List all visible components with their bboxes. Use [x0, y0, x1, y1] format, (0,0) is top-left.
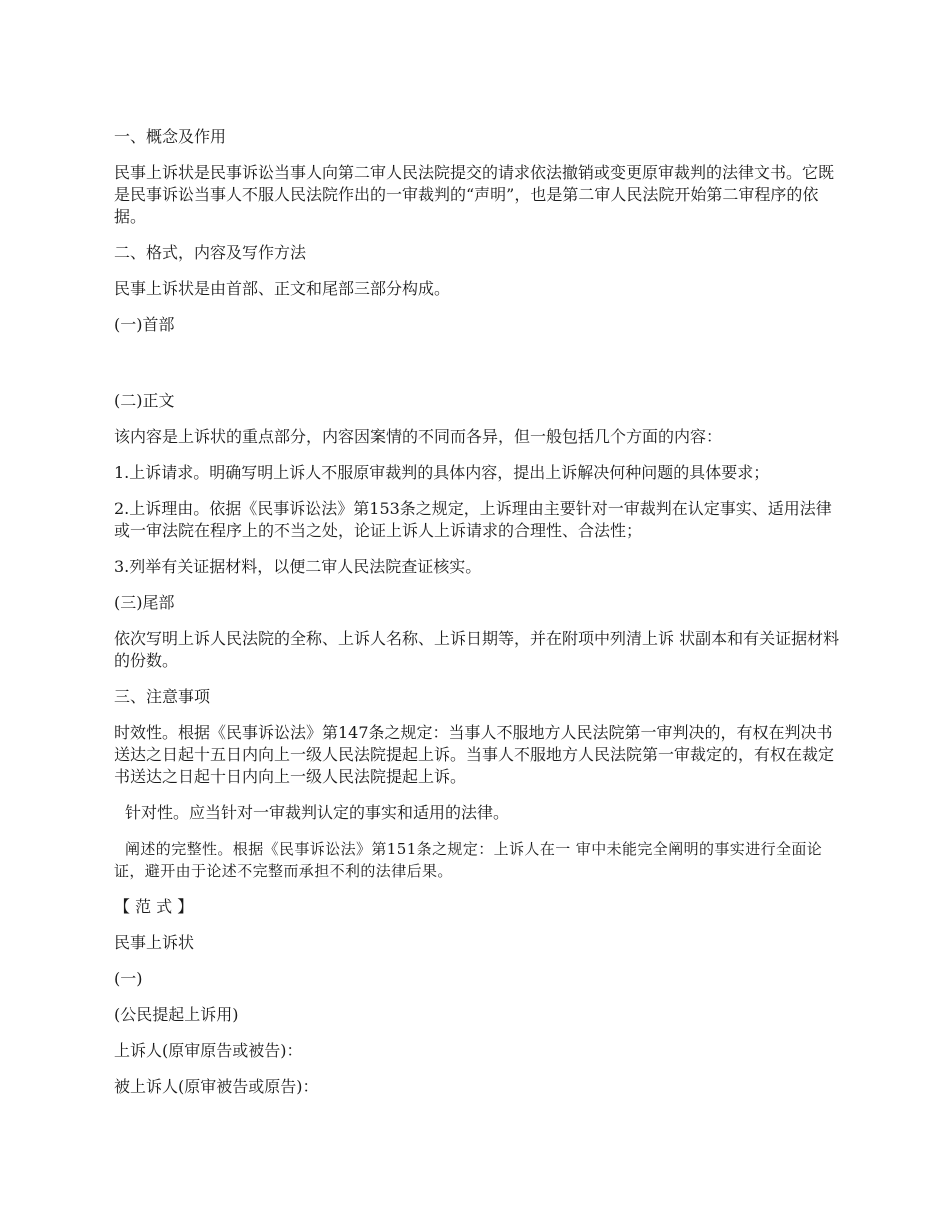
subheading-tail-part: (三)尾部 — [114, 593, 175, 612]
subheading-header-part: (一)首部 — [114, 315, 175, 334]
list-item-appeal-request: 1.上诉请求。明确写明上诉人不服原审裁判的具体内容，提出上诉解决何种问题的具体要求； — [114, 463, 770, 482]
section-heading-3: 三、注意事项 — [114, 687, 211, 706]
subheading-body-part: (二)正文 — [114, 391, 175, 410]
paragraph-structure: 民事上诉状是由首部、正文和尾部三部分构成。 — [114, 279, 451, 298]
template-title: 民事上诉状 — [114, 933, 195, 952]
spacer — [114, 350, 844, 390]
list-item-evidence: 3.列举有关证据材料，以便二审人民法院查证核实。 — [114, 557, 482, 576]
paragraph-timeliness: 时效性。根据《民事诉讼法》第147条之规定：当事人不服地方人民法院第一审判决的，有权在判决书送达之日起十五日内向上一级人民法院提起上诉。当事人不服地方人民法院第一审裁定的，有权在裁定书送达之日起十日内向上一级人民法院提起上诉。 — [114, 723, 835, 786]
template-appellant: 上诉人(原审原告或被告)： — [114, 1041, 303, 1060]
template-subtitle: (公民提起上诉用) — [114, 1005, 239, 1024]
paragraph-tail: 依次写明上诉人民法院的全称、上诉人名称、上诉日期等，并在附项中列清上诉 状副本和有关证据材料的份数。 — [114, 629, 840, 670]
paragraph-definition: 民事上诉状是民事诉讼当事人向第二审人民法院提交的请求依法撤销或变更原审裁判的法律文书。它既是民事诉讼当事人不服人民法院作出的一审裁判的“声明”，也是第二审人民法院开始第二审程序的依据。 — [114, 163, 835, 226]
template-appellee: 被上诉人(原审被告或原告)： — [114, 1077, 319, 1096]
paragraph-completeness: 阐述的完整性。根据《民事诉讼法》第151条之规定：上诉人在一 审中未能完全阐明的事实进行全面论证，避开由于论述不完整而承担不利的法律后果。 — [114, 840, 823, 880]
paragraph-body-intro: 该内容是上诉状的重点部分，内容因案情的不同而各异，但一般包括几个方面的内容： — [114, 427, 723, 446]
document-page — [114, 126, 844, 1112]
template-label: 【 范 式 】 — [114, 897, 194, 916]
section-heading-1: 一、概念及作用 — [114, 127, 227, 146]
template-number: (一) — [114, 969, 143, 988]
list-item-appeal-reason: 2.上诉理由。依据《民事诉讼法》第153条之规定，上诉理由主要针对一审裁判在认定事实、适用法律或一审法院在程序上的不当之处，论证上诉人上诉请求的合理性、合法性； — [114, 499, 832, 540]
paragraph-pertinence: 针对性。应当针对一审裁判认定的事实和适用的法律。 — [125, 803, 510, 822]
section-heading-2: 二、格式，内容及写作方法 — [114, 243, 307, 262]
